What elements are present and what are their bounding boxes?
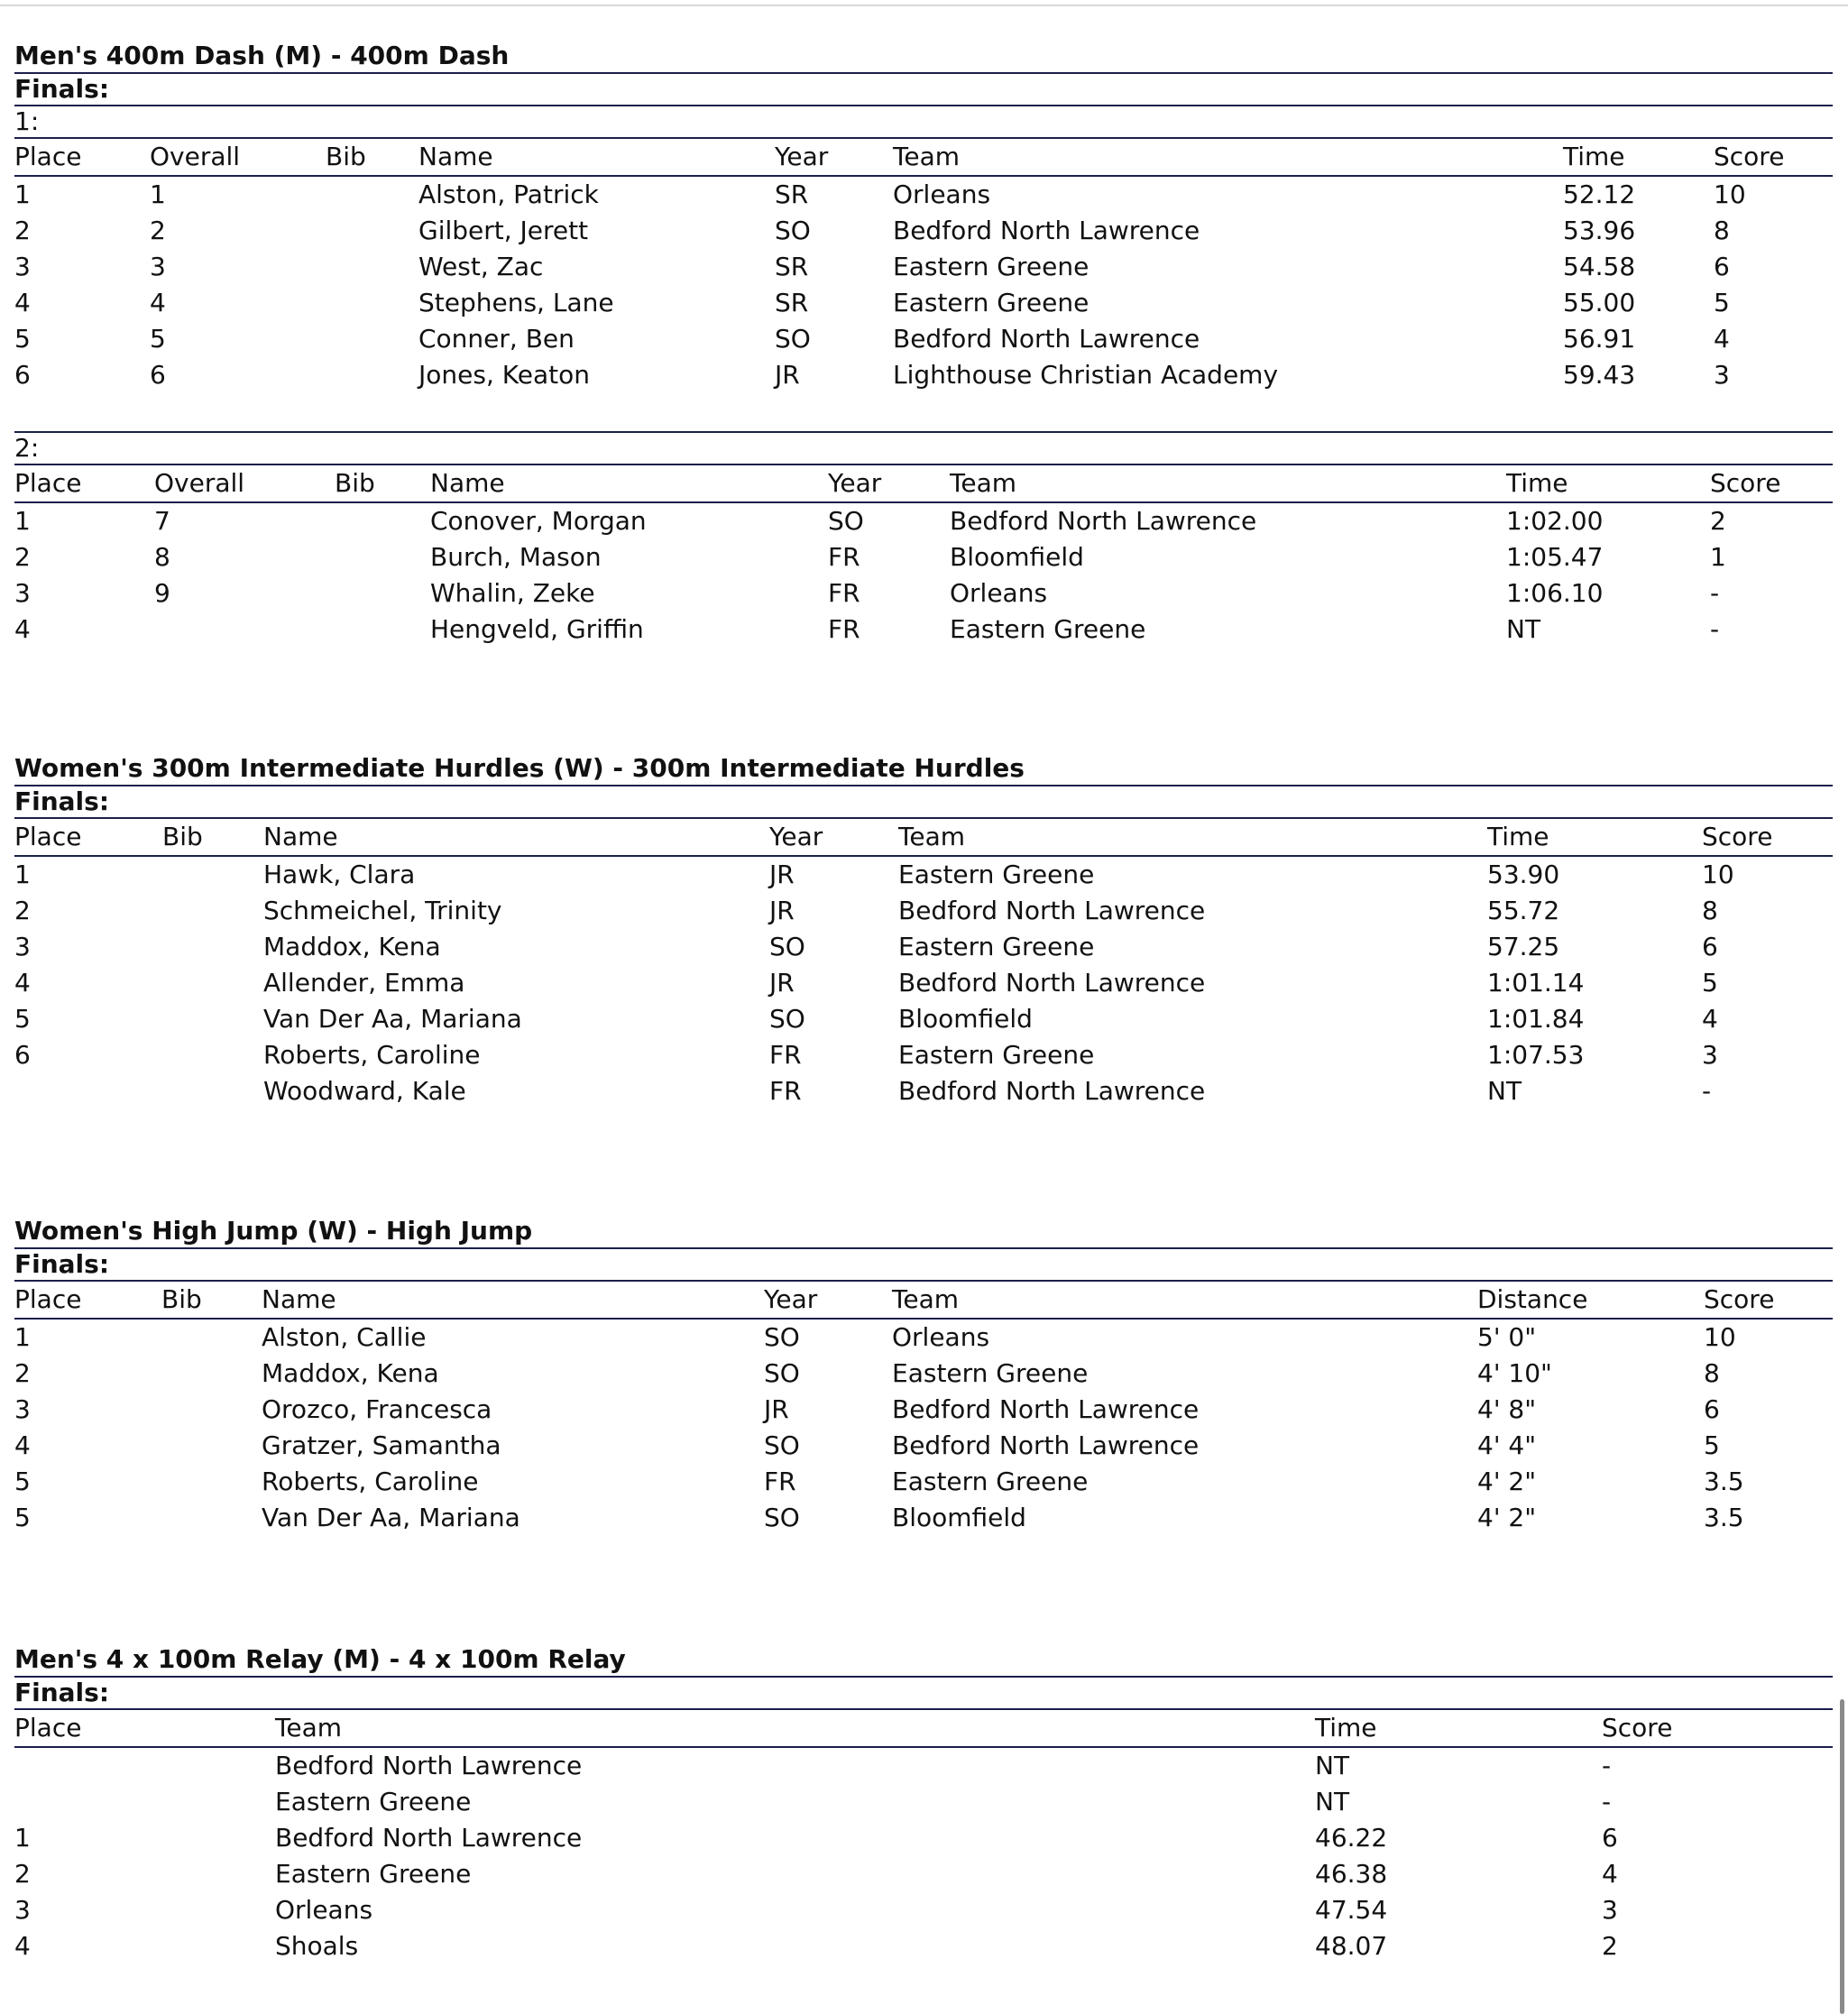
- header-score: Score: [1714, 142, 1785, 171]
- cell-time: 1:07.53: [1487, 1040, 1585, 1070]
- round-label: Finals:: [14, 74, 1833, 106]
- table-row: [14, 1748, 1833, 1784]
- cell-time: NT: [1315, 1751, 1350, 1780]
- cell-time: 59.43: [1563, 360, 1636, 390]
- cell-time: 55.72: [1487, 896, 1560, 925]
- cell-year: SO: [764, 1358, 800, 1388]
- header-team: Team: [892, 1284, 960, 1314]
- cell-time: 1:01.14: [1487, 968, 1585, 998]
- cell-score: 8: [1702, 896, 1718, 925]
- cell-score: 3: [1714, 360, 1730, 390]
- header-bib: Bib: [161, 1284, 202, 1314]
- cell-place: 5: [14, 1503, 31, 1532]
- table-row: [14, 1037, 1833, 1073]
- cell-year: SO: [828, 506, 864, 536]
- cell-place: 1: [14, 1322, 31, 1352]
- cell-time: 56.91: [1563, 324, 1636, 354]
- event-section: [14, 1215, 1833, 1536]
- cell-score: 6: [1602, 1823, 1618, 1853]
- header-team: Team: [275, 1713, 343, 1743]
- cell-score: 4: [1702, 1004, 1718, 1034]
- cell-distance: 4' 4": [1477, 1430, 1537, 1460]
- cell-name: Alston, Patrick: [418, 179, 599, 209]
- cell-time: NT: [1315, 1787, 1350, 1816]
- round-label: Finals:: [14, 1249, 1833, 1282]
- vertical-scrollbar[interactable]: [1840, 1699, 1844, 2014]
- header-place: Place: [14, 822, 82, 851]
- cell-distance: 4' 8": [1477, 1394, 1537, 1424]
- cell-score: 3: [1602, 1895, 1618, 1925]
- cell-score: 4: [1602, 1859, 1618, 1889]
- header-time: Time: [1563, 142, 1625, 171]
- table-row: [14, 213, 1833, 249]
- cell-year: SO: [764, 1430, 800, 1460]
- header-team: Team: [950, 468, 1017, 498]
- cell-place: 3: [14, 1394, 31, 1424]
- cell-name: Allender, Emma: [263, 968, 465, 998]
- table-row: [14, 1464, 1833, 1500]
- cell-team: Bedford North Lawrence: [893, 324, 1200, 354]
- cell-year: FR: [828, 542, 860, 572]
- cell-place: 6: [14, 1040, 31, 1070]
- cell-overall: 2: [150, 216, 166, 245]
- cell-name: Woodward, Kale: [263, 1076, 466, 1106]
- cell-name: Hengveld, Griffin: [430, 614, 644, 644]
- cell-year: JR: [769, 860, 795, 889]
- cell-score: 5: [1704, 1430, 1720, 1460]
- cell-place: 4: [14, 1931, 31, 1961]
- table-row: [14, 1320, 1833, 1356]
- header-year: Year: [775, 142, 829, 171]
- cell-team: Bloomfield: [898, 1004, 1033, 1034]
- heat-separator: [14, 393, 1833, 433]
- cell-score: 5: [1714, 288, 1730, 317]
- cell-score: -: [1602, 1787, 1612, 1816]
- cell-place: 5: [14, 1467, 31, 1496]
- header-bib: Bib: [335, 468, 375, 498]
- cell-place: 1: [14, 506, 31, 536]
- cell-year: FR: [769, 1040, 802, 1070]
- cell-score: 3.5: [1704, 1467, 1744, 1496]
- event-title: Men's 4 x 100m Relay (M) - 4 x 100m Relay: [14, 1643, 1833, 1678]
- cell-team: Bedford North Lawrence: [898, 1076, 1206, 1106]
- header-time: Time: [1315, 1713, 1377, 1743]
- cell-overall: 4: [150, 288, 166, 317]
- header-place: Place: [14, 1713, 82, 1743]
- cell-time: NT: [1506, 614, 1541, 644]
- table-row: [14, 1356, 1833, 1392]
- cell-place: 3: [14, 578, 31, 608]
- event-title: Women's High Jump (W) - High Jump: [14, 1215, 1833, 1249]
- cell-name: Gratzer, Samantha: [262, 1430, 501, 1460]
- table-row: [14, 249, 1833, 285]
- cell-team: Eastern Greene: [275, 1859, 472, 1889]
- cell-year: JR: [775, 360, 800, 390]
- cell-year: SR: [775, 179, 809, 209]
- cell-score: 10: [1704, 1322, 1736, 1352]
- header-score: Score: [1702, 822, 1773, 851]
- cell-year: SO: [764, 1322, 800, 1352]
- cell-team: Eastern Greene: [893, 288, 1089, 317]
- header-distance: Distance: [1477, 1284, 1588, 1314]
- cell-score: 2: [1710, 506, 1726, 536]
- cell-place: 3: [14, 1895, 31, 1925]
- cell-team: Eastern Greene: [898, 932, 1095, 961]
- header-year: Year: [769, 822, 823, 851]
- cell-team: Orleans: [950, 578, 1048, 608]
- cell-name: Maddox, Kena: [263, 932, 441, 961]
- cell-score: 10: [1714, 179, 1746, 209]
- cell-overall: 9: [154, 578, 170, 608]
- cell-score: 3: [1702, 1040, 1718, 1070]
- cell-team: Bedford North Lawrence: [892, 1394, 1200, 1424]
- table-header: [14, 1282, 1833, 1320]
- table-header: [14, 465, 1833, 503]
- cell-place: 1: [14, 860, 31, 889]
- cell-year: FR: [828, 614, 860, 644]
- cell-place: 2: [14, 1859, 31, 1889]
- cell-name: Jones, Keaton: [418, 360, 590, 390]
- table-row: [14, 357, 1833, 393]
- cell-overall: 6: [150, 360, 166, 390]
- cell-name: Burch, Mason: [430, 542, 602, 572]
- cell-score: 8: [1704, 1358, 1720, 1388]
- table-row: [14, 1001, 1833, 1037]
- cell-time: 48.07: [1315, 1931, 1388, 1961]
- cell-place: 5: [14, 1004, 31, 1034]
- cell-score: 4: [1714, 324, 1730, 354]
- header-year: Year: [828, 468, 882, 498]
- cell-overall: 3: [150, 252, 166, 281]
- table-row: [14, 1784, 1833, 1820]
- table-row: [14, 1073, 1833, 1109]
- cell-distance: 4' 2": [1477, 1503, 1537, 1532]
- cell-team: Bloomfield: [950, 542, 1084, 572]
- cell-time: 57.25: [1487, 932, 1560, 961]
- cell-year: FR: [764, 1467, 796, 1496]
- cell-time: NT: [1487, 1076, 1522, 1106]
- cell-place: 2: [14, 542, 31, 572]
- cell-team: Bedford North Lawrence: [898, 896, 1206, 925]
- cell-time: 46.38: [1315, 1859, 1388, 1889]
- cell-year: FR: [828, 578, 860, 608]
- cell-year: SO: [775, 324, 811, 354]
- cell-place: 3: [14, 252, 31, 281]
- cell-time: 1:02.00: [1506, 506, 1604, 536]
- table-row: [14, 321, 1833, 357]
- cell-team: Eastern Greene: [892, 1358, 1089, 1388]
- cell-place: 4: [14, 968, 31, 998]
- cell-year: SO: [769, 1004, 805, 1034]
- cell-team: Orleans: [893, 179, 991, 209]
- cell-team: Bedford North Lawrence: [892, 1430, 1200, 1460]
- cell-place: 2: [14, 1358, 31, 1388]
- cell-overall: 1: [150, 179, 166, 209]
- cell-year: JR: [764, 1394, 789, 1424]
- cell-team: Orleans: [275, 1895, 373, 1925]
- table-row: [14, 1392, 1833, 1428]
- heat-label: 1:: [14, 106, 1833, 139]
- event-section: [14, 40, 1833, 648]
- table-row: [14, 929, 1833, 965]
- cell-name: Maddox, Kena: [262, 1358, 439, 1388]
- cell-team: Eastern Greene: [893, 252, 1089, 281]
- cell-name: Alston, Callie: [262, 1322, 427, 1352]
- cell-time: 53.90: [1487, 860, 1560, 889]
- cell-place: 4: [14, 288, 31, 317]
- cell-time: 52.12: [1563, 179, 1636, 209]
- cell-score: 6: [1714, 252, 1730, 281]
- cell-name: Roberts, Caroline: [263, 1040, 481, 1070]
- cell-score: 5: [1702, 968, 1718, 998]
- cell-overall: 5: [150, 324, 166, 354]
- cell-overall: 8: [154, 542, 170, 572]
- header-place: Place: [14, 1284, 82, 1314]
- cell-place: 2: [14, 216, 31, 245]
- cell-time: 46.22: [1315, 1823, 1388, 1853]
- table-row: [14, 893, 1833, 929]
- header-place: Place: [14, 142, 82, 171]
- cell-score: 8: [1714, 216, 1730, 245]
- cell-team: Bedford North Lawrence: [893, 216, 1200, 245]
- table-row: [14, 1820, 1833, 1856]
- cell-distance: 4' 10": [1477, 1358, 1552, 1388]
- header-time: Time: [1487, 822, 1549, 851]
- cell-score: 3.5: [1704, 1503, 1744, 1532]
- cell-team: Bedford North Lawrence: [950, 506, 1257, 536]
- cell-year: SO: [775, 216, 811, 245]
- cell-year: SR: [775, 288, 809, 317]
- table-row: [14, 1856, 1833, 1892]
- header-time: Time: [1506, 468, 1568, 498]
- cell-place: 3: [14, 932, 31, 961]
- header-score: Score: [1710, 468, 1781, 498]
- cell-year: FR: [769, 1076, 802, 1106]
- cell-score: 1: [1710, 542, 1726, 572]
- header-name: Name: [262, 1284, 336, 1314]
- cell-overall: 7: [154, 506, 170, 536]
- table-row: [14, 503, 1833, 539]
- cell-name: Stephens, Lane: [418, 288, 614, 317]
- table-row: [14, 1428, 1833, 1464]
- cell-name: Hawk, Clara: [263, 860, 416, 889]
- event-section: [14, 752, 1833, 1109]
- cell-name: Orozco, Francesca: [262, 1394, 492, 1424]
- cell-name: Conner, Ben: [418, 324, 575, 354]
- header-name: Name: [430, 468, 505, 498]
- cell-score: 6: [1702, 932, 1718, 961]
- cell-team: Eastern Greene: [898, 1040, 1095, 1070]
- header-name: Name: [263, 822, 338, 851]
- cell-name: West, Zac: [418, 252, 544, 281]
- header-team: Team: [898, 822, 966, 851]
- table-row: [14, 575, 1833, 612]
- table-header: [14, 819, 1833, 857]
- table-row: [14, 285, 1833, 321]
- cell-place: 5: [14, 324, 31, 354]
- header-score: Score: [1704, 1284, 1775, 1314]
- header-team: Team: [893, 142, 961, 171]
- cell-team: Eastern Greene: [275, 1787, 472, 1816]
- cell-team: Eastern Greene: [950, 614, 1146, 644]
- cell-team: Bedford North Lawrence: [275, 1823, 583, 1853]
- cell-time: 47.54: [1315, 1895, 1388, 1925]
- header-year: Year: [764, 1284, 818, 1314]
- table-row: [14, 1500, 1833, 1536]
- table-row: [14, 857, 1833, 893]
- cell-score: 10: [1702, 860, 1734, 889]
- cell-year: SO: [764, 1503, 800, 1532]
- table-header: [14, 139, 1833, 177]
- cell-distance: 5' 0": [1477, 1322, 1537, 1352]
- header-bib: Bib: [162, 822, 203, 851]
- cell-time: 1:01.84: [1487, 1004, 1585, 1034]
- round-label: Finals:: [14, 786, 1833, 819]
- cell-team: Eastern Greene: [892, 1467, 1089, 1496]
- cell-score: 2: [1602, 1931, 1618, 1961]
- cell-name: Van Der Aa, Mariana: [262, 1503, 520, 1532]
- round-label: Finals:: [14, 1678, 1833, 1710]
- cell-score: -: [1602, 1751, 1612, 1780]
- table-header: [14, 1710, 1833, 1748]
- cell-time: 53.96: [1563, 216, 1636, 245]
- header-score: Score: [1602, 1713, 1673, 1743]
- table-row: [14, 177, 1833, 213]
- header-overall: Overall: [154, 468, 245, 498]
- table-row: [14, 539, 1833, 575]
- event-section: [14, 1643, 1833, 1964]
- cell-name: Schmeichel, Trinity: [263, 896, 502, 925]
- cell-place: 1: [14, 179, 31, 209]
- cell-team: Bloomfield: [892, 1503, 1026, 1532]
- cell-time: 1:06.10: [1506, 578, 1604, 608]
- cell-name: Van Der Aa, Mariana: [263, 1004, 522, 1034]
- cell-place: 1: [14, 1823, 31, 1853]
- header-overall: Overall: [150, 142, 241, 171]
- cell-time: 55.00: [1563, 288, 1636, 317]
- cell-place: 2: [14, 896, 31, 925]
- table-row: [14, 1892, 1833, 1928]
- cell-time: 1:05.47: [1506, 542, 1604, 572]
- cell-place: 6: [14, 360, 31, 390]
- cell-place: 4: [14, 614, 31, 644]
- cell-name: Gilbert, Jerett: [418, 216, 589, 245]
- cell-year: SR: [775, 252, 809, 281]
- cell-team: Bedford North Lawrence: [275, 1751, 583, 1780]
- cell-team: Orleans: [892, 1322, 990, 1352]
- cell-name: Roberts, Caroline: [262, 1467, 479, 1496]
- cell-score: 6: [1704, 1394, 1720, 1424]
- cell-team: Eastern Greene: [898, 860, 1095, 889]
- cell-team: Lighthouse Christian Academy: [893, 360, 1279, 390]
- cell-distance: 4' 2": [1477, 1467, 1537, 1496]
- cell-score: -: [1710, 578, 1720, 608]
- event-title: Men's 400m Dash (M) - 400m Dash: [14, 40, 1833, 74]
- event-title: Women's 300m Intermediate Hurdles (W) - 300m Intermediate Hurdles: [14, 752, 1833, 786]
- table-row: [14, 612, 1833, 648]
- cell-score: -: [1710, 614, 1720, 644]
- cell-year: JR: [769, 896, 795, 925]
- cell-name: Conover, Morgan: [430, 506, 647, 536]
- cell-name: Whalin, Zeke: [430, 578, 595, 608]
- cell-place: 4: [14, 1430, 31, 1460]
- cell-score: -: [1702, 1076, 1712, 1106]
- cell-year: JR: [769, 968, 795, 998]
- header-name: Name: [418, 142, 493, 171]
- cell-team: Shoals: [275, 1931, 359, 1961]
- table-row: [14, 965, 1833, 1001]
- header-bib: Bib: [326, 142, 366, 171]
- table-row: [14, 1928, 1833, 1964]
- heat-label: 2:: [14, 433, 1833, 465]
- cell-time: 54.58: [1563, 252, 1636, 281]
- top-divider: [0, 5, 1848, 6]
- cell-year: SO: [769, 932, 805, 961]
- header-place: Place: [14, 468, 82, 498]
- cell-team: Bedford North Lawrence: [898, 968, 1206, 998]
